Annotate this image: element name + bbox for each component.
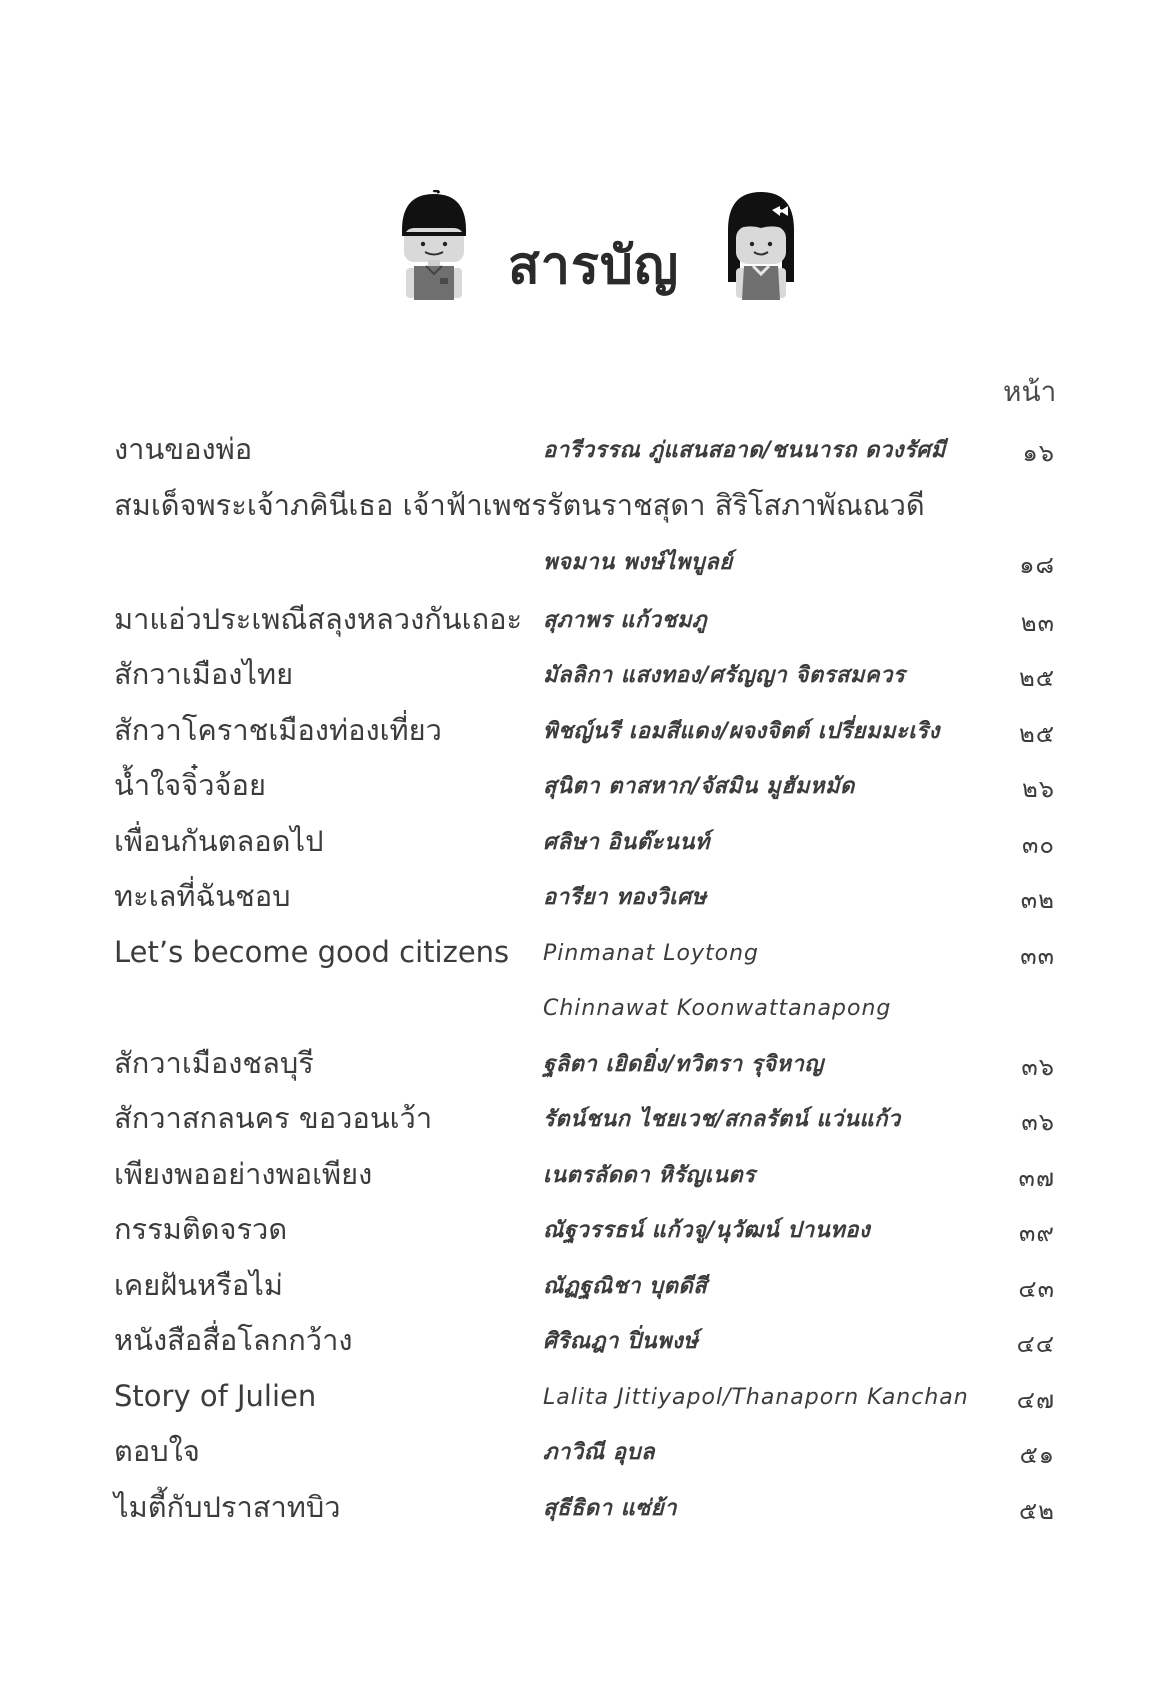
page-title: สารบัญ (508, 236, 680, 296)
toc-page-number: ๕๒ (1019, 1496, 1055, 1525)
toc-title: มาแอ่วประเพณีสลุงหลวงกันเถอะ (114, 601, 523, 636)
toc-author: อารีวรรณ ภู่แสนสอาด/ชนนารถ ดวงรัศมี (543, 438, 946, 463)
toc-author: ณัฏฐณิชา บุตดีสี (543, 1273, 708, 1299)
toc-author: ฐลิตา เยิดยิ่ง/ทวิตรา รุจิหาญ (543, 1051, 824, 1077)
toc-title: เคยฝันหรือไม่ (114, 1267, 283, 1302)
toc-row (0, 657, 1163, 713)
toc-author: พิชญ์นรี เอมสีแดง/ผจงจิตต์ เปรี่ยมมะเริง (543, 718, 940, 744)
toc-title: ไมตี้กับปราสาทบิว (114, 1489, 341, 1524)
toc-title: สักวาสกลนคร ขอวอนเว้า (114, 1101, 433, 1135)
toc-row (0, 713, 1163, 769)
toc-row (0, 879, 1163, 935)
toc-author: อารียา ทองวิเศษ (543, 885, 707, 910)
toc-row (0, 544, 1163, 602)
toc-row (0, 990, 1163, 1046)
toc-author: สุนิตา ตาสหาก/จัสมิน มูฮัมหมัด (543, 774, 855, 799)
toc-row (0, 1101, 1163, 1157)
toc-row (0, 488, 1163, 544)
toc-row (0, 1268, 1163, 1324)
toc-title: ตอบใจ (114, 1434, 200, 1468)
toc-title: สักวาเมืองไทย (114, 657, 294, 691)
toc-page-number: ๒๖ (1021, 775, 1055, 803)
toc-title: Story of Julien (114, 1378, 317, 1413)
toc-title: ทะเลที่ฉันชอบ (114, 879, 291, 913)
toc-page-number: ๒๓ (1020, 608, 1055, 637)
page-column-label: หน้า (1003, 375, 1057, 408)
toc-title: กรรมติดจรวด (114, 1212, 288, 1246)
toc-author: พจมาน พงษ์ไพบูลย์ (543, 549, 733, 575)
toc-page-number: ๓๓ (1020, 941, 1055, 970)
toc-row (0, 1379, 1163, 1435)
toc-page-number: ๓๐ (1021, 830, 1055, 859)
toc-row (0, 1323, 1163, 1379)
toc-page-number: ๓๗ (1018, 1163, 1055, 1192)
toc-header (0, 190, 1163, 330)
toc-page-number: ๕๑ (1019, 1441, 1055, 1469)
toc-page-number: ๑๘ (1019, 550, 1055, 579)
toc-author: Chinnawat Koonwattanapong (543, 996, 892, 1021)
toc-author: ภาวิณี อุบล (543, 1440, 655, 1465)
toc-author: เนตรลัดดา หิรัญเนตร (543, 1162, 756, 1188)
toc-page-number: ๔๗ (1016, 1385, 1055, 1414)
toc-page-number: ๓๒ (1020, 886, 1055, 914)
toc-page-number: ๓๖ (1021, 1108, 1055, 1136)
toc-title: สักวาโคราชเมืองท่องเที่ยว (114, 712, 442, 747)
toc-title: น้ำใจจิ๋วจ้อย (114, 768, 266, 802)
toc-page-number: ๓๖ (1021, 1052, 1055, 1081)
toc-row (0, 1046, 1163, 1102)
toc-row (0, 768, 1163, 824)
toc-row (0, 602, 1163, 658)
girl-character-icon (724, 190, 798, 302)
toc-author: มัลลิกา แสงทอง/ศรัญญา จิตรสมควร (543, 663, 906, 688)
toc-author: ศลิษา อินต๊ะนนท์ (543, 829, 710, 855)
toc-author: Lalita Jittiyapol/Thanaporn Kanchan (543, 1384, 969, 1410)
toc-title: งานของพ่อ (114, 432, 253, 466)
toc-page-number: ๒๕ (1019, 719, 1055, 748)
toc-author: รัตน์ชนก ไชยเวช/สกลรัตน์ แว่นแก้ว (543, 1107, 901, 1132)
toc-title: สมเด็จพระเจ้าภคินีเธอ เจ้าฟ้าเพชรรัตนราชสุดา สิริโสภาพัณณวดี (114, 487, 925, 522)
toc-page-number: ๔๔ (1016, 1330, 1055, 1358)
toc-row (0, 935, 1163, 991)
toc-row (0, 432, 1163, 488)
toc-page-number: ๒๕ (1019, 664, 1055, 692)
toc-title: Let’s become good citizens (114, 934, 510, 969)
table-of-contents (0, 432, 1163, 1545)
toc-author: สุธีธิดา แซ่ย้า (543, 1495, 677, 1521)
toc-row (0, 1157, 1163, 1213)
toc-author: สุภาพร แก้วชมภู (543, 607, 708, 633)
toc-author: ศิริณฎา ปิ่นพงษ์ (543, 1329, 699, 1354)
toc-title: หนังสือสื่อโลกกว้าง (114, 1323, 353, 1357)
toc-row (0, 1212, 1163, 1268)
toc-author: Pinmanat Loytong (543, 940, 760, 966)
toc-row (0, 824, 1163, 880)
boy-character-icon (398, 190, 470, 302)
toc-title: เพียงพออย่างพอเพียง (114, 1156, 373, 1191)
toc-row (0, 1434, 1163, 1490)
toc-page-number: ๓๙ (1019, 1219, 1055, 1247)
toc-title: เพื่อนกันตลอดไป (114, 823, 324, 858)
toc-author: ณัฐวรรธน์ แก้วจู/นุวัฒน์ ปานทอง (543, 1218, 871, 1243)
toc-row (0, 1490, 1163, 1546)
toc-page-number: ๔๓ (1018, 1274, 1055, 1303)
toc-page-number: ๑๖ (1022, 439, 1055, 467)
toc-title: สักวาเมืองชลบุรี (114, 1045, 314, 1080)
